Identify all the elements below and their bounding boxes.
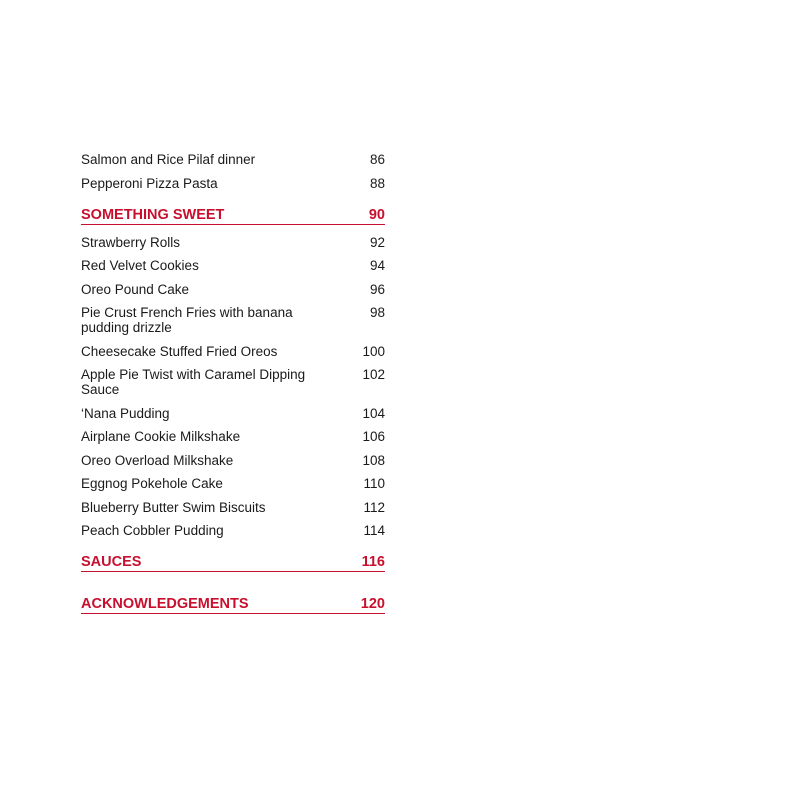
toc-entry[interactable] — [81, 344, 385, 359]
toc-entry-title: Oreo Pound Cake — [81, 281, 190, 297]
toc-section-page: 90 — [368, 206, 385, 223]
toc-entry[interactable] — [81, 367, 385, 397]
toc-entry-page: 92 — [369, 234, 385, 250]
toc-section-title: SOMETHING SWEET — [81, 206, 225, 223]
toc-entry-page: 110 — [363, 476, 385, 491]
toc-entry[interactable] — [81, 476, 385, 491]
toc-entry-page: 112 — [363, 499, 385, 515]
toc-entry[interactable] — [81, 305, 385, 335]
toc-entry[interactable] — [81, 235, 385, 250]
toc-section-page: 120 — [360, 596, 385, 612]
toc-entry-page: 96 — [369, 281, 385, 297]
toc-entry[interactable] — [81, 406, 385, 421]
toc-entry-page: 102 — [362, 367, 385, 382]
toc-section-something-sweet[interactable] — [81, 207, 385, 225]
table-of-contents — [81, 152, 385, 624]
toc-entry-page: 100 — [362, 343, 385, 359]
toc-entry-title: ‘Nana Pudding — [81, 405, 170, 421]
toc-entry-title: Oreo Overload Milkshake — [81, 452, 234, 468]
toc-entry-title: Blueberry Butter Swim Biscuits — [81, 499, 266, 515]
toc-entry-page: 106 — [362, 429, 385, 444]
toc-entry-title: Eggnog Pokehole Cake — [81, 476, 223, 491]
toc-entry-page: 98 — [369, 305, 385, 320]
toc-entry-title: Peach Cobbler Pudding — [81, 523, 224, 538]
toc-entry[interactable] — [81, 453, 385, 468]
toc-entry-title: Red Velvet Cookies — [81, 258, 199, 273]
toc-entry[interactable] — [81, 523, 385, 538]
toc-entry[interactable] — [81, 176, 385, 191]
toc-section-title: SAUCES — [81, 554, 142, 570]
toc-entry-page: 104 — [362, 405, 385, 421]
toc-entry-title: Airplane Cookie Milkshake — [81, 429, 241, 444]
toc-section-page: 116 — [361, 554, 385, 570]
toc-entry-title: Pie Crust French Fries with banana pudding drizzle — [81, 305, 293, 335]
toc-entry[interactable] — [81, 429, 385, 444]
toc-entry-page: 108 — [362, 452, 385, 468]
toc-entry[interactable] — [81, 152, 385, 167]
toc-entry-page: 86 — [369, 152, 385, 167]
toc-section-title: ACKNOWLEDGEMENTS — [81, 596, 249, 612]
toc-entry-page: 94 — [369, 258, 385, 273]
toc-entry-page: 114 — [363, 523, 385, 538]
toc-section-sauces[interactable] — [81, 554, 385, 572]
toc-entry-page: 88 — [369, 175, 385, 191]
toc-entry-title: Apple Pie Twist with Caramel Dipping Sauce — [81, 367, 306, 397]
toc-section-acknowledgements[interactable] — [81, 596, 385, 614]
toc-entry-title: Strawberry Rolls — [81, 234, 181, 250]
toc-entry-title: Pepperoni Pizza Pasta — [81, 175, 218, 191]
toc-entry-title: Salmon and Rice Pilaf dinner — [81, 152, 256, 167]
toc-entry[interactable] — [81, 258, 385, 273]
toc-entry-title: Cheesecake Stuffed Fried Oreos — [81, 343, 278, 359]
toc-entry[interactable] — [81, 500, 385, 515]
toc-entry[interactable] — [81, 282, 385, 297]
